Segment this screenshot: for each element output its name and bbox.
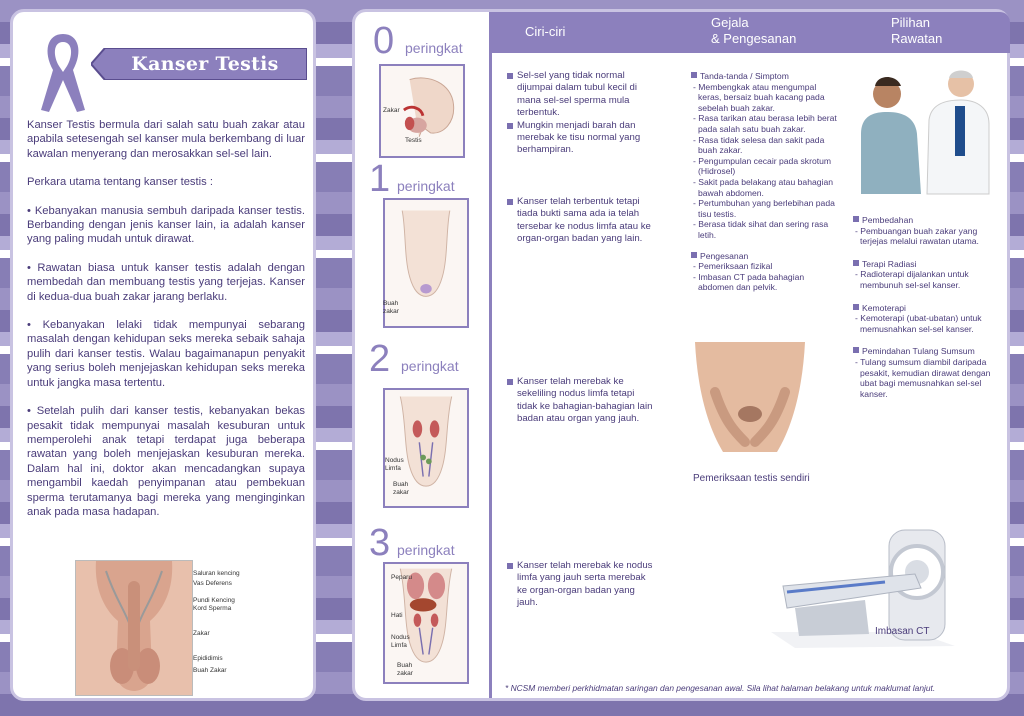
detection-heading: Pengesanan xyxy=(700,250,749,261)
left-panel xyxy=(10,9,316,701)
symptom-item: - Rasa tarikan atau berasa lebih berat pada salah satu buah zakar. xyxy=(693,113,837,134)
anatomy-label: Kord Sperma xyxy=(193,605,232,612)
stage-3-label: zakar xyxy=(397,670,413,677)
symptom-item: - Sakit pada belakang atau bahagian bawah abdomen. xyxy=(693,176,833,198)
footnote: * NCSM memberi perkhidmatan saringan dan pengesanan awal. Sila lihat halaman belakang untuk maklumat lanjut. xyxy=(505,683,936,693)
symptoms-heading: Tanda-tanda / Simptom xyxy=(700,71,789,81)
stage-3-label: Hati xyxy=(391,612,403,619)
features-stage-2 xyxy=(507,376,655,426)
treatment-heading: Terapi Radiasi xyxy=(862,258,917,269)
treatment-desc: - Tulang sumsum diambil daripada pesakit, kemudian dirawat dengan ubat bagi memusnahkan sel-sel kanser. xyxy=(855,356,991,399)
detection-item: - Pemeriksaan fizikal xyxy=(693,261,773,272)
stage-label: peringkat xyxy=(405,40,463,56)
anatomy-label: Epididimis xyxy=(193,655,223,662)
symptom-item: - Pengumpulan cecair pada skrotum (Hidrosel) xyxy=(693,155,832,177)
bullet-square-icon xyxy=(691,72,697,78)
symptom-item: - Rasa tidak selesa dan sakit pada buah zakar. xyxy=(693,134,825,156)
treatment-heading: Kemoterapi xyxy=(862,302,906,313)
header-treatment-line2: Rawatan xyxy=(891,31,943,46)
stage-3-label: Limfa xyxy=(391,642,407,649)
key-point: • Setelah pulih dari kanser testis, kebanyakan bekas pesakit tidak mempunyai masalah kesuburan untuk memperolehi anak tetapi terdapat juga beberapa rawatan yang boleh menjejaskan kesuburan mereka. Dalam hal ini, doktor akan mencadangkan supaya mengambil kaedah penyimpanan atau pembekuan sperma terutamanya bagi mereka yang menginginkan anak pada masa hadapan. xyxy=(27,405,305,518)
stage-2-label: Buah xyxy=(393,481,409,488)
feature-bullet: Kanser telah merebak ke nodus limfa yang jauh serta merebak ke organ-organ badan yang jauh. xyxy=(507,560,655,610)
bullet-square-icon xyxy=(691,252,697,258)
stage-number: 3 xyxy=(369,522,391,564)
bullet-square-icon xyxy=(853,304,859,310)
symptom-item: - Berasa tidak sihat dan sering rasa letih. xyxy=(693,219,829,240)
ct-caption: Imbasan CT xyxy=(875,626,930,637)
feature-bullet: Kanser telah terbentuk tetapi tiada bukti sama ada ia telah tersebar ke nodus limfa atau ke organ-organ badan yang lain. xyxy=(507,196,655,246)
anatomy-label: Pundi Kencing xyxy=(193,597,235,604)
intro-paragraph: Kanser Testis bermula dari salah satu buah zakar atau apabila setesengah sel kanser mula berkembang di luar kawalan menyerang dan merosakkan sel-sel lain. xyxy=(27,119,305,160)
stage-number: 1 xyxy=(369,158,391,200)
stage-3-label: Buah xyxy=(397,662,413,669)
stage-0-label-penis: Zakar xyxy=(383,107,400,114)
stage-2-label: Nodus xyxy=(385,457,404,464)
features-stage-0 xyxy=(507,70,655,157)
symptoms-list xyxy=(691,71,841,293)
stage-1-label: Buah xyxy=(383,300,399,307)
treatment-heading: Pembedahan xyxy=(862,215,914,225)
stage-number: 0 xyxy=(373,20,395,62)
right-panel xyxy=(352,9,1010,701)
doctor-patient-photo xyxy=(857,64,991,198)
self-exam-caption: Pemeriksaan testis sendiri xyxy=(693,473,810,484)
anatomy-label: Saluran kencing xyxy=(193,570,240,577)
page-title: Kanser Testis xyxy=(131,53,279,75)
stage-label: peringkat xyxy=(397,542,455,558)
treatment-list xyxy=(853,215,1001,399)
stage-1-label: zakar xyxy=(383,308,399,315)
feature-bullet: Kanser telah merebak ke sekeliling nodus limfa tetapi tidak ke bahagian-bahagian lain badan atau organ yang jauh. xyxy=(507,376,655,426)
header-symptoms-line2: & Pengesanan xyxy=(711,31,797,46)
stage-2-label: Limfa xyxy=(385,465,401,472)
male-anatomy-illustration xyxy=(75,560,193,696)
feature-bullet: Mungkin menjadi barah dan merebak ke tisu normal yang berhampiran. xyxy=(507,120,655,157)
stage-number: 2 xyxy=(369,338,391,380)
stage-label: peringkat xyxy=(401,358,459,374)
treatment-heading: Pemindahan Tulang Sumsum xyxy=(862,346,975,357)
detection-item: - Imbasan CT pada bahagian abdomen dan pelvik. xyxy=(693,271,805,293)
bullet-square-icon xyxy=(853,347,859,353)
awareness-ribbon-icon xyxy=(35,30,91,116)
anatomy-label: Zakar xyxy=(193,630,210,637)
header-treatment-line1: Pilihan xyxy=(891,15,931,30)
stage-0-label-testis: Testis xyxy=(405,137,422,144)
stage-2-label: zakar xyxy=(393,489,409,496)
treatment-desc: - Pembuangan buah zakar yang terjejas melalui rawatan utama. xyxy=(855,225,979,247)
anatomy-label: Buah Zakar xyxy=(193,667,227,674)
anatomy-label: Vas Deferens xyxy=(193,580,232,587)
features-stage-3 xyxy=(507,560,655,610)
features-stage-1 xyxy=(507,196,655,246)
symptom-item: - Membengkak atau mengumpal keras, bersaiz buah kacang pada sebelah buah zakar. xyxy=(693,81,825,113)
main-heading: Perkara utama tentang kanser testis : xyxy=(27,176,213,189)
symptom-item: - Pertumbuhan yang berlebihan pada tisu testis. xyxy=(693,198,835,219)
self-exam-photo xyxy=(685,342,815,468)
bullet-square-icon xyxy=(853,260,859,266)
feature-bullet: Sel-sel yang tidak normal dijumpai dalam tubul kecil di mana sel-sel sperma mula terbentuk. xyxy=(507,70,655,120)
key-point: • Kebanyakan manusia sembuh daripada kanser testis. Berbanding dengan jenis kanser lain, ia adalah kanser yang paling mudah untuk dirawat. xyxy=(27,204,305,246)
stage-column-divider xyxy=(489,12,492,698)
treatment-desc: - Radioterapi dijalankan untuk membunuh sel-sel kanser. xyxy=(855,269,969,290)
stage-label: peringkat xyxy=(397,178,455,194)
treatment-desc: - Kemoterapi (ubat-ubatan) untuk memusnahkan sel-sel kanser. xyxy=(855,313,982,334)
header-features: Ciri-ciri xyxy=(525,24,566,39)
stage-3-label: Peparu xyxy=(391,574,412,581)
bullet-square-icon xyxy=(853,216,859,222)
header-symptoms-line1: Gejala xyxy=(711,15,749,30)
key-point: • Rawatan biasa untuk kanser testis adalah dengan membedah dan membuang testis yang terjejas. Kanser di kedua-dua buah zakar jarang berlaku. xyxy=(27,261,305,303)
left-body-text xyxy=(27,118,305,533)
stage-3-label: Nodus xyxy=(391,634,410,641)
key-point: • Kebanyakan lelaki tidak mempunyai sebarang masalah dengan kehidupan seks mereka sebaik sahaja pulih dari kanser testis. Walau bagaimanapun penyakit yang serius boleh menjejaskan kehidupan seks mereka untuk jangka masa tertentu. xyxy=(27,319,305,389)
